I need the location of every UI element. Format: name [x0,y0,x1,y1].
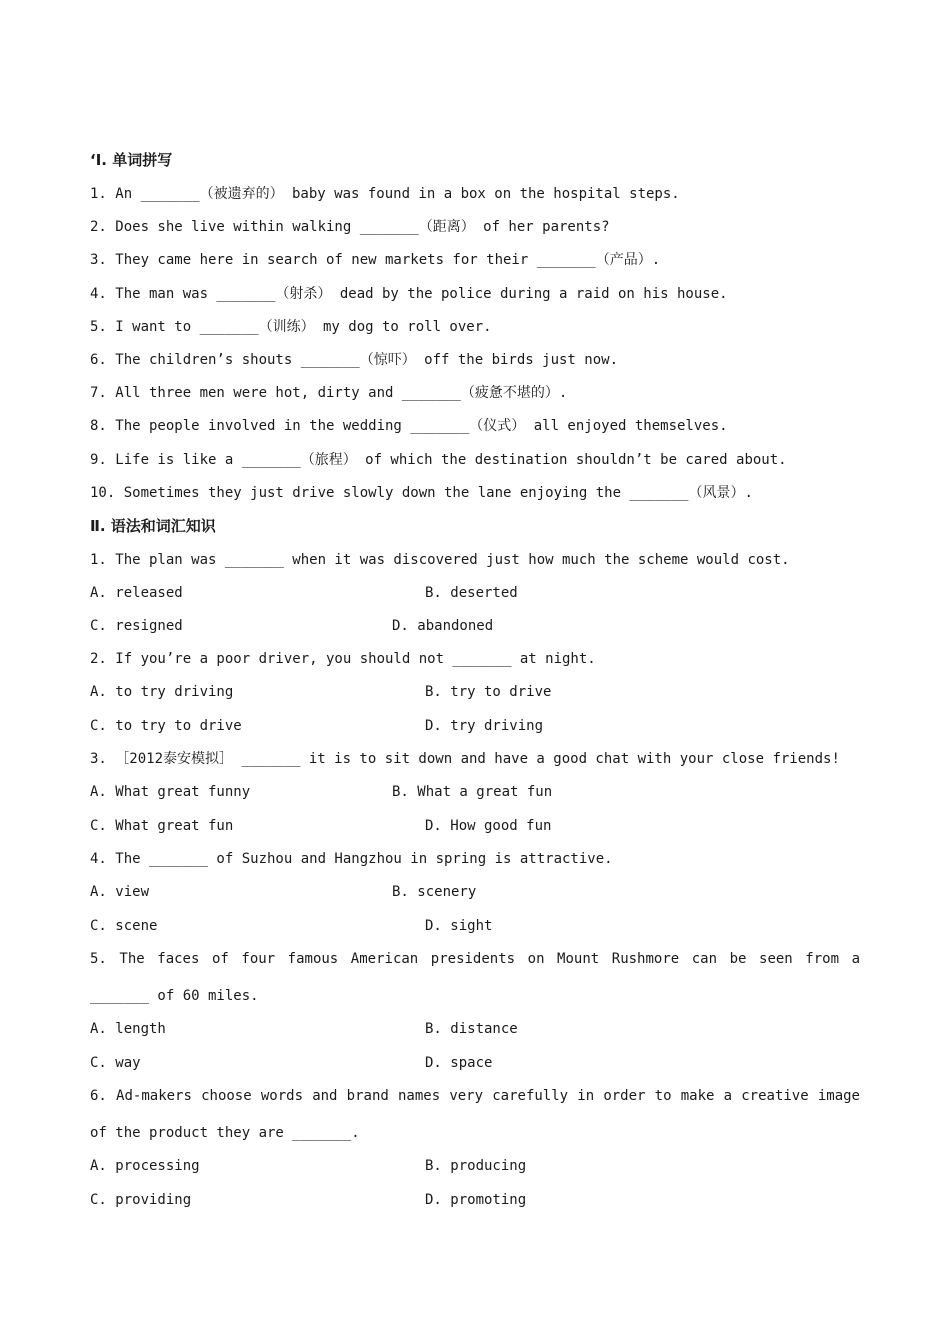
question-3-stem: 3. ［2012泰安模拟］ _______ it is to sit down and have a good chat with your close friends! [90,751,840,767]
question-4-option-c: C. scene [90,918,158,934]
question-5-stem-line-1: 5. The faces of four famous American presidents on Mount Rushmore can be seen from a [90,951,860,967]
section-2-title: Ⅱ. 语法和词汇知识 [90,517,216,535]
question-2-stem: 2. If you’re a poor driver, you should not _______ at night. [90,651,596,667]
question-3-option-a: A. What great funny [90,784,251,800]
spelling-item-8: 8. The people involved in the wedding _______（仪式） all enjoyed themselves. [90,418,728,434]
question-1-option-c: C. resigned [90,618,183,634]
question-1-option-d: D. abandoned [392,618,494,634]
spelling-item-4: 4. The man was _______（射杀） dead by the police during a raid on his house. [90,286,728,302]
question-2-option-d: D. try driving [425,718,544,734]
question-6-stem-line-2: of the product they are _______. [90,1125,360,1141]
spelling-item-3: 3. They came here in search of new markets for their _______（产品）. [90,252,661,268]
question-4-option-a: A. view [90,884,150,900]
spelling-item-5: 5. I want to _______（训练） my dog to roll over. [90,319,492,335]
spelling-item-1: 1. An _______（被遗弃的） baby was found in a box on the hospital steps. [90,186,680,202]
spelling-item-6: 6. The children’s shouts _______（惊吓） off the birds just now. [90,352,619,368]
question-3-option-c: C. What great fun [90,818,234,834]
question-5-option-c: C. way [90,1055,141,1071]
spelling-item-7: 7. All three men were hot, dirty and _______（疲惫不堪的）. [90,385,568,401]
question-6-option-b: B. producing [425,1158,527,1174]
spelling-item-2: 2. Does she live within walking _______（距离） of her parents? [90,219,610,235]
question-6-option-d: D. promoting [425,1192,527,1208]
question-6-option-c: C. providing [90,1192,192,1208]
question-5-option-a: A. length [90,1021,166,1037]
question-1-option-a: A. released [90,585,183,601]
question-3-option-b: B. What a great fun [392,784,553,800]
question-1-stem: 1. The plan was _______ when it was discovered just how much the scheme would cost. [90,552,790,568]
question-5-option-d: D. space [425,1055,493,1071]
section-1-title: ‘Ⅰ. 单词拼写 [90,151,173,169]
question-5-stem-line-2: _______ of 60 miles. [90,988,259,1004]
question-2-option-c: C. to try to drive [90,718,242,734]
question-1-option-b: B. deserted [425,585,518,601]
question-6-stem-line-1: 6. Ad-makers choose words and brand names very carefully in order to make a creative image [90,1088,860,1104]
question-4-stem: 4. The _______ of Suzhou and Hangzhou in spring is attractive. [90,851,613,867]
question-2-option-a: A. to try driving [90,684,234,700]
question-4-option-b: B. scenery [392,884,477,900]
question-5-option-b: B. distance [425,1021,518,1037]
question-4-option-d: D. sight [425,918,493,934]
question-3-option-d: D. How good fun [425,818,552,834]
spelling-item-10: 10. Sometimes they just drive slowly down the lane enjoying the _______（风景）. [90,485,753,501]
question-6-option-a: A. processing [90,1158,200,1174]
spelling-item-9: 9. Life is like a _______（旅程） of which the destination shouldn’t be cared about. [90,452,787,468]
question-2-option-b: B. try to drive [425,684,552,700]
